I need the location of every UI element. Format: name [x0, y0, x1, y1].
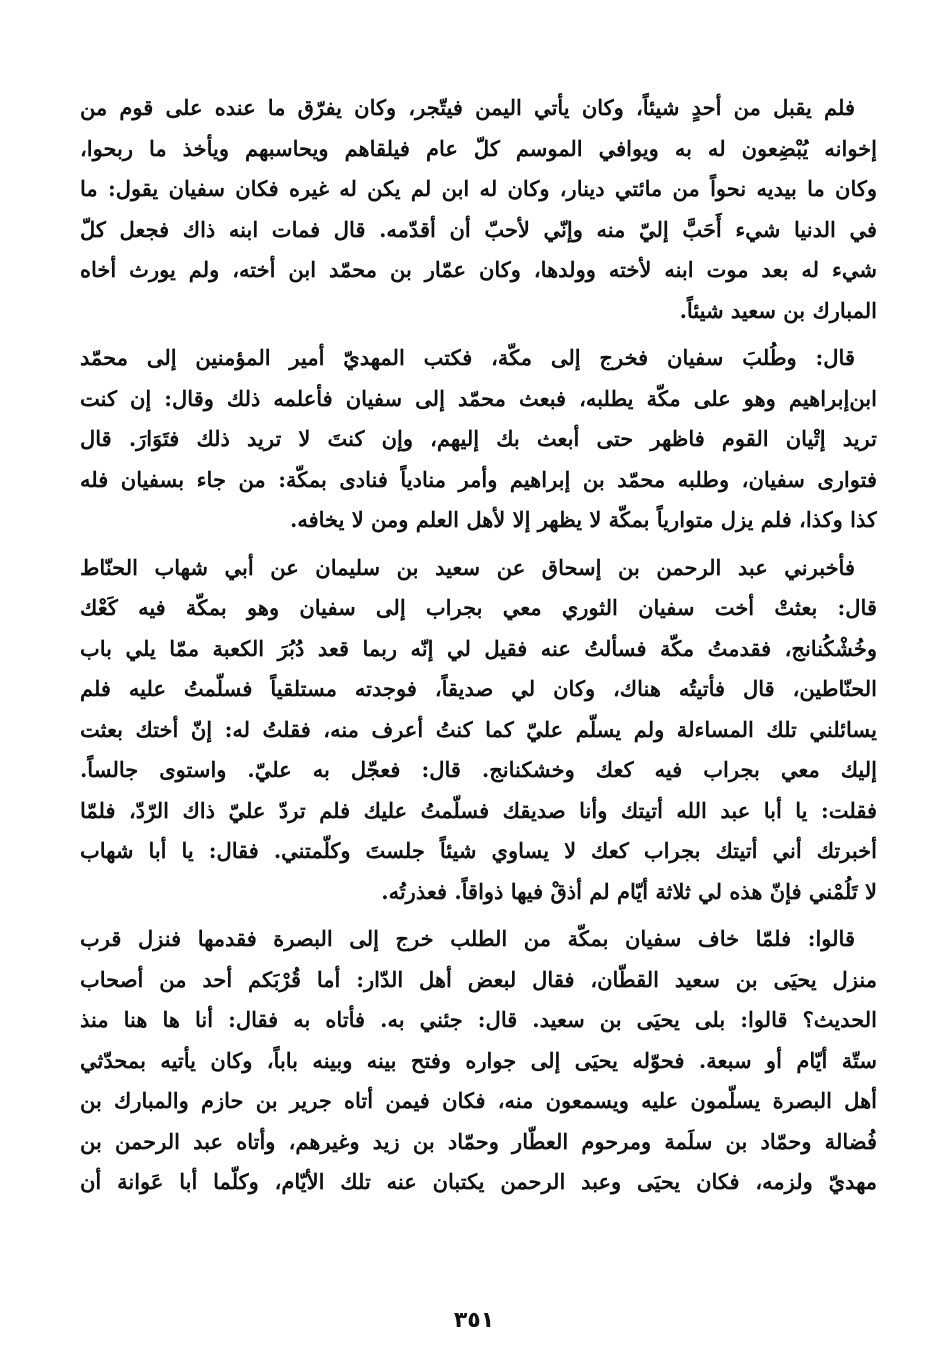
text-line: فتوارى سفيان، وطلبه محمّد بن إبراهيم وأمر منادياً فنادى بمكّة: من جاء بسفيان فله — [80, 466, 877, 492]
book-page-body — [80, 88, 877, 1210]
text-line: وكان ما بيديه نحواً من مائتي دينار، وكان له ابن لم يكن له غيره فكان سفيان يقول: ما — [80, 176, 877, 201]
paragraph-1 — [80, 88, 877, 331]
text-line: قال: وطُلبَ سفيان فخرج إلى مكّة، فكتب المهديّ أمير المؤمنين إلى محمّد — [80, 345, 855, 370]
text-line: في الدنيا شيء أَحَبَّ إليّ منه وإنّي لأحبّ أن أقدّمه. قال فمات ابنه ذاك فجعل كلّ — [80, 216, 877, 242]
text-line: يسائلني تلك المساءلة ولم يسلّم عليّ كما كنتُ أعرف منه، فقلتُ له: إنّ أختك بعثت — [80, 716, 877, 742]
text-line: فلم يقبل من أحدٍ شيئاً، وكان يأتي اليمن فيتّجر، وكان يفرّق ما عنده على قوم من — [80, 95, 855, 120]
paragraph-4 — [80, 919, 877, 1203]
text-line: الحنّاطين، قال فأتيتُه هناك، وكان لي صديقاً، فوجدته مستلقياً فسلّمتُ عليه فلم — [80, 676, 877, 701]
text-line: لا تَلُمْني فإنّ هذه لي ثلاثة أيّام لم أذقْ فيها ذواقاً. فعذرتُه. — [381, 878, 877, 904]
text-line: ستّة أيّام أو سبعة. فحوّله يحيَى إلى جواره وفتح بينه وبينه باباً، وكان يأتيه بمحدّثي — [80, 1047, 877, 1073]
text-line: إليك معي بجراب فيه كعك وخشكنانج. قال: فعجّل به عليّ. واستوى جالساً. — [80, 757, 877, 782]
page-number: ٣٥١ — [453, 1308, 495, 1333]
text-line: مهديّ ولزمه، فكان يحيَى وعبد الرحمن يكتبان عنه تلك الأيّام، وكلّما أبا عَوانة أن — [80, 1169, 877, 1194]
text-line: فُضالة وحمّاد بن سلَمة ومرحوم العطّار وحمّاد بن زيد وغيرهم، وأتاه عبد الرحمن بن — [80, 1128, 877, 1154]
paragraph-3 — [80, 548, 877, 913]
text-line: قالوا: فلمّا خاف سفيان بمكّة من الطلب خرج إلى البصرة فقدمها فنزل قرب — [80, 926, 855, 951]
text-line: فأخبرني عبد الرحمن بن إسحاق عن سعيد بن سليمان عن أبي شهاب الحنّاط — [80, 554, 855, 580]
text-line: وخُشْكُنانج، فقدمتُ مكّة فسألتُ عنه فقيل لي إنّه ربما قعد دُبُرَ الكعبة ممّا يلي باب — [80, 635, 877, 661]
text-line: أخبرتك أني أتيتك بجراب كعك لا يساوي شيئاً جلستَ وكلّمتني. فقال: يا أبا شهاب — [80, 838, 877, 863]
text-line: تريد إتْيان القوم فاظهر حتى أبعث بك إليهم، وإن كنتَ لا تريد ذلك فتَوَارَ. قال — [80, 426, 877, 451]
text-line: أهل البصرة يسلّمون عليه ويسمعون منه، فكان فيمن أتاه جرير بن حازم والمبارك بن — [80, 1088, 877, 1113]
text-line: كذا وكذا، فلم يزل متوارياً بمكّة لا يظهر إلا لأهل العلم ومن لا يخافه. — [290, 507, 877, 532]
text-line: ابن‌إبراهيم وهو على مكّة يطلبه، فبعث محمّد إلى سفيان فأعلمه ذلك وقال: إن كنت — [80, 385, 877, 411]
text-line: منزل يحيَى بن سعيد القطّان، فقال لبعض أهل الدّار: أما قُرْبَكم أحد من أصحاب — [80, 966, 877, 992]
text-line: شيء له بعد موت ابنه لأخته وولدها، وكان عمّار بن محمّد ابن أخته، ولم يورث أخاه — [80, 257, 877, 282]
text-line: إخوانه يُبْضِعون له به ويوافي الموسم كلّ عام فيلقاهم ويحاسبهم ويأخذ ما ربحوا، — [80, 135, 877, 161]
text-line: قال: بعثتْ أخت سفيان الثوري معي بجراب إلى سفيان وهو بمكّة فيه كَعْك — [80, 595, 877, 620]
text-line: المبارك بن سعيد شيئاً. — [679, 297, 877, 323]
text-line: الحديث؟ قالوا: بلى يحيَى بن سعيد. قال: جئني به. فأتاه به فقال: أنا ها هنا منذ — [80, 1007, 877, 1032]
text-line: فقلت: يا أبا عبد الله أتيتك وأنا صديقك فسلّمتُ عليك فلم تردّ عليّ ذاك الرّدّ، فلمّا — [80, 797, 877, 823]
paragraph-2 — [80, 338, 877, 541]
